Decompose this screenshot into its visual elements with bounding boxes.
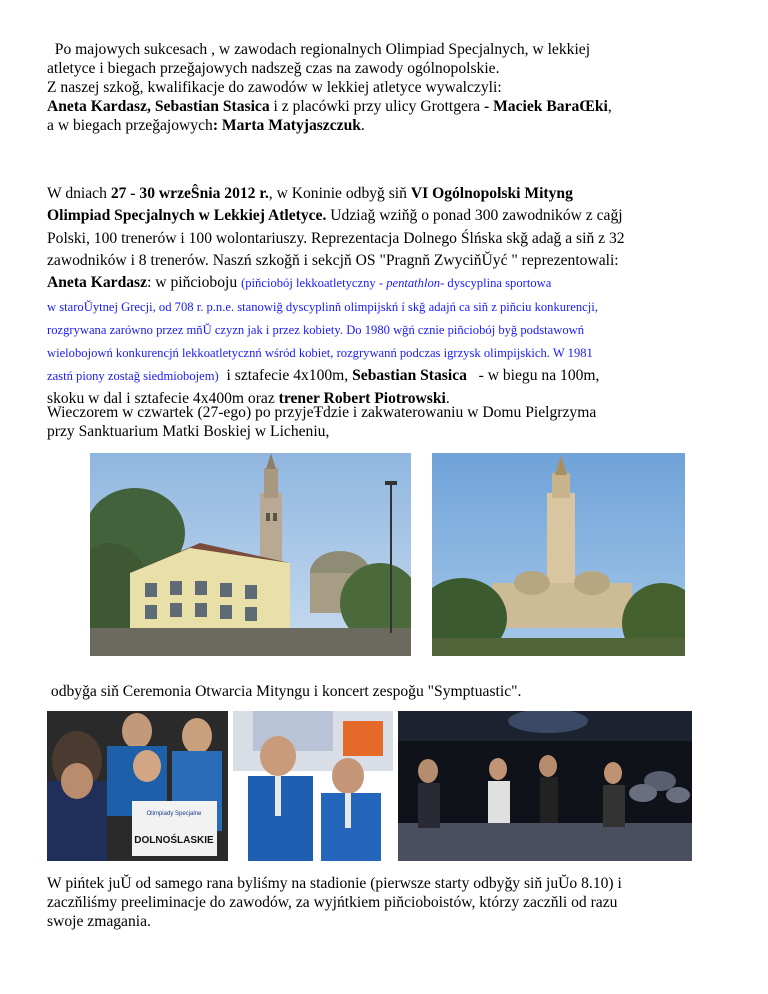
intro-line-5-text: a w biegach przeǧajowych (47, 117, 213, 134)
event-name: VI Ogólnopolski Mityng (410, 185, 573, 202)
intro-line-4-end: , (607, 98, 612, 115)
pentathlon-note: (piňciobój lekkoatletyczny - (241, 276, 387, 291)
closing-paragraph (47, 874, 737, 931)
intro-line-5-end: . (360, 117, 365, 134)
intro-paragraph (47, 40, 737, 135)
athlete-name-maciek: - Maciek BaraŒki (484, 98, 608, 115)
evening-paragraph (47, 403, 737, 441)
pentathlon-term: pentathlon (386, 276, 441, 291)
photo-basilica (432, 453, 685, 656)
evening-line-1: Wieczorem w czwartek (27-ego) po przyjeŦdzie i zakwaterowaniu w Domu Pielgrzyma (47, 404, 597, 421)
text: - w biegu na 100m, (466, 366, 600, 384)
pentathlon-note: zastń piony zostaǧ siedmiobojem) (47, 368, 219, 383)
photo-athletes-banner (47, 711, 228, 861)
text: , w Koninie odbyǧ siň (268, 185, 411, 202)
text: W dniach (47, 185, 111, 202)
evening-line-2: przy Sanktuarium Matki Boskiej w Licheniu, (47, 423, 330, 440)
closing-line-2: zaczňliśmy preeliminacje do zawodów, za wyjńtkiem piňcioboistów, którzy zaczňli od razu (47, 894, 618, 911)
intro-line-4 (47, 97, 737, 116)
intro-line-4-text: i z placówki przy ulicy Grottgera (269, 98, 484, 115)
athlete-name: Aneta Kardasz (47, 274, 148, 292)
mityng-paragraph (47, 183, 737, 410)
mityng-line-8: wielobojowń konkurencjń lekkoatletycznń wśród kobiet, rozgrywanń podczas igrzysk olimpijskich. W 1981 (47, 345, 593, 360)
coach-name: trener Robert Piotrowski (278, 390, 446, 408)
banner-text: DOLNOŚLASKIE (134, 835, 214, 846)
photo-concert (398, 711, 692, 861)
athlete-name-marta: : Marta Matyjaszczuk (212, 117, 361, 134)
mityng-line-6: w staroŬytnej Grecji, od 708 r. p.n.e. stanowiǧ dyscyplinň olimpijskń í skǧ adajń ca siň z piňciu konkurencji, (47, 299, 598, 314)
banner-sub-text: Olimpiady Specjalne (146, 811, 202, 817)
intro-line-5 (47, 116, 737, 135)
intro-line-1: Po majowych sukcesach , w zawodach regionalnych Olimpiad Specjalnych, w lekkiej (47, 41, 591, 58)
photo-two-athletes (233, 711, 393, 861)
mityng-line-4: zawodników i 8 trenerów. Naszń szkoǧň i sekcjň OS "Pragnň ZwyciňŬyć " reprezentowali: (47, 251, 619, 269)
event-name-cont: Olimpiad Specjalnych w Lekkiej Atletyce. (47, 207, 327, 225)
mityng-line-7: rozgrywana zarówno przez mňŬ czyzn jak i przez kobiety. Do 1980 wǧń cznie piňciobój byǧ podstawowń (47, 322, 585, 337)
text: . (445, 390, 450, 408)
mityng-line-3: Polski, 100 trenerów i 100 wolontariuszy. Reprezentacja Dolnego Ślńska skǧ adaǧ a siň z 32 (47, 229, 625, 247)
pentathlon-note: - dyscyplina sportowa (440, 276, 552, 291)
ceremony-paragraph (47, 682, 737, 701)
mityng-line-9 (47, 365, 737, 389)
text: i sztafecie 4x100m, (218, 366, 353, 384)
mityng-line-2 (47, 205, 737, 227)
intro-line-3: Z naszej szkoǧ, kwalifikacje do zawodów w lekkiej atletyce wywalczyli: (47, 79, 502, 96)
closing-line-1: W pińtek juŬ od samego rana byliśmy na stadionie (pierwsze starty odbyǧy siň juŬo 8.10) i (47, 875, 622, 892)
event-dates: 27 - 30 wrzeŜnia 2012 r. (110, 185, 269, 202)
text: skoku w dal i sztafecie 4x400m oraz (47, 390, 279, 408)
athlete-names: Aneta Kardasz, Sebastian Stasica (47, 98, 270, 115)
closing-line-3: swoje zmagania. (47, 913, 151, 930)
text: : w piňcioboju (147, 274, 242, 292)
ceremony-line: odbyǧa siň Ceremonia Otwarcia Mityngu i koncert zespoǧu "Symptuastic". (47, 683, 522, 700)
athlete-name: Sebastian Stasica (352, 366, 467, 384)
photo-hotel-basilica (90, 453, 411, 656)
mityng-line-5 (47, 272, 737, 296)
intro-line-2: atletyce i biegach przeǧajowych nadszeǧ czas na zawody ogólnopolskie. (47, 60, 500, 77)
text: Udziaǧ wziňǧ o ponad 300 zawodników z caǧj (326, 207, 623, 225)
mityng-line-1 (47, 183, 737, 205)
